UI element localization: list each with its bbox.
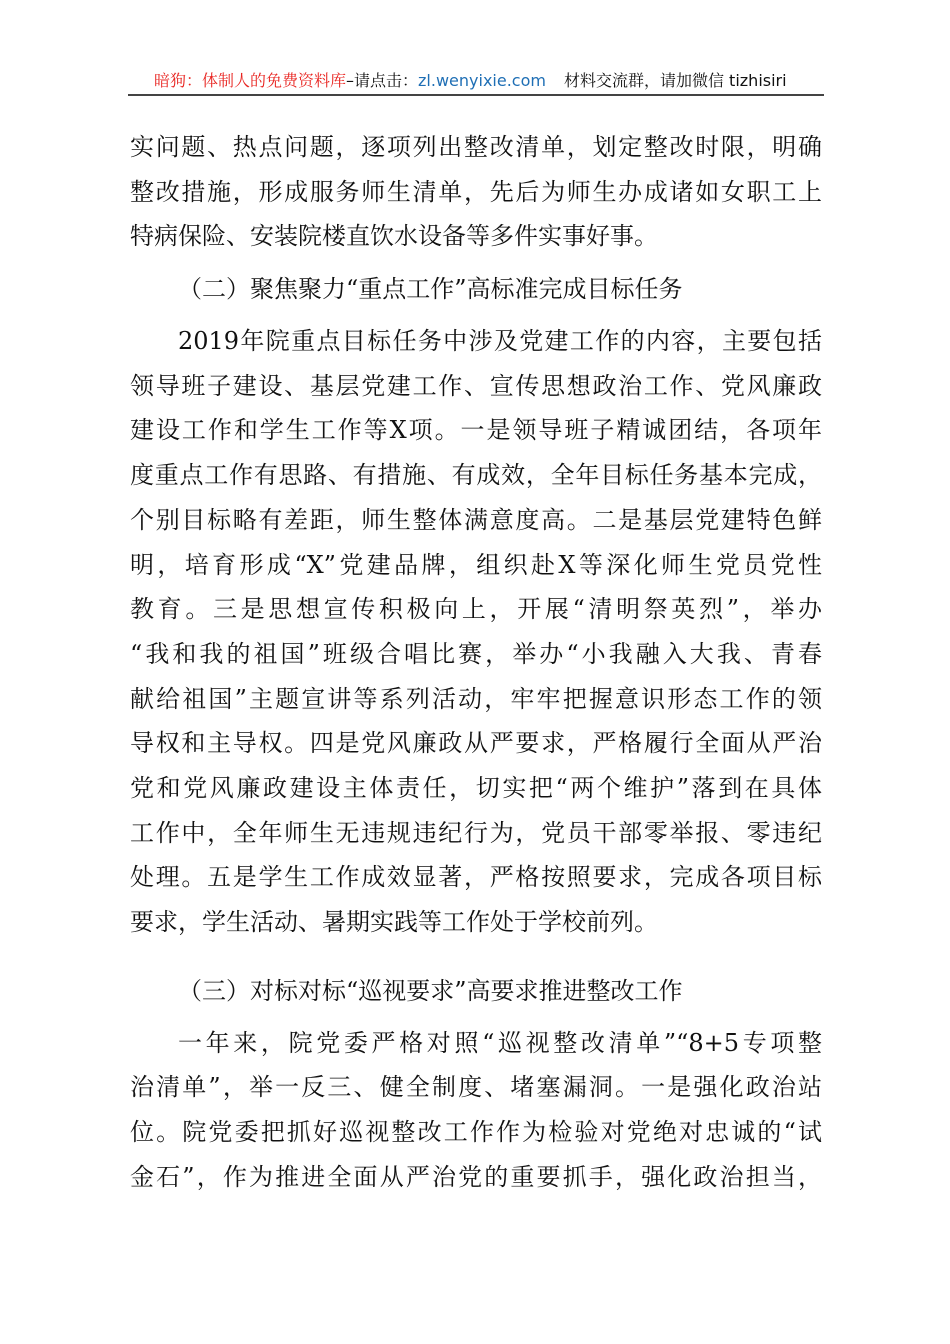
document-body <box>130 125 822 1199</box>
site-label: 暗狗：体制人的免费资料库 <box>154 71 347 90</box>
paragraph-line: 献给祖国”主题宣讲等系列活动，牢牢把握意识形态工作的领 <box>130 684 822 713</box>
paragraph-line: 2019年院重点目标任务中涉及党建工作的内容，主要包括 <box>178 327 822 356</box>
paragraph-line: 教育。三是思想宣传积极向上，开展“清明祭英烈”，举办 <box>130 595 822 624</box>
page-header <box>128 68 824 96</box>
paragraph-line: 要求，学生活动、暑期实践等工作处于学校前列。 <box>130 908 658 936</box>
contact-text: 材料交流群，请加微信 tizhisiri <box>563 71 787 90</box>
paragraph-line: 金石”，作为推进全面从严治党的重要抓手，强化政治担当， <box>130 1162 822 1191</box>
paragraph-line: 实问题、热点问题，逐项列出整改清单，划定整改时限，明确 <box>130 133 822 161</box>
paragraph-line: 导权和主导权。四是党风廉政从严要求，严格履行全面从严治 <box>130 729 822 758</box>
section-heading: （三）对标对标“巡视要求”高要求推进整改工作 <box>178 976 683 1005</box>
paragraph-line: 处理。五是学生工作成效显著，严格按照要求，完成各项目标 <box>130 863 822 892</box>
section-heading: （二）聚焦聚力“重点工作”高标准完成目标任务 <box>178 275 683 304</box>
paragraph-line: 位。院党委把抓好巡视整改工作作为检验对党绝对忠诚的“试 <box>130 1118 822 1147</box>
paragraph-line: 个别目标略有差距，师生整体满意度高。二是基层党建特色鲜 <box>130 505 822 534</box>
paragraph-line: 治清单”，举一反三、健全制度、堵塞漏洞。一是强化政治站 <box>130 1073 822 1102</box>
site-url-link[interactable]: zl.wenyixie.com <box>418 71 546 90</box>
paragraph-line: 整改措施，形成服务师生清单，先后为师生办成诸如女职工上 <box>130 177 822 206</box>
paragraph-line: 明，培育形成“X”党建品牌，组织赴X等深化师生党员党性 <box>130 550 822 579</box>
paragraph-line: 特病保险、安装院楼直饮水设备等多件实事好事。 <box>130 222 658 251</box>
click-label: –请点击： <box>346 71 419 90</box>
paragraph-line: 领导班子建设、基层党建工作、宣传思想政治工作、党风廉政 <box>130 371 822 400</box>
paragraph-line: 一年来，院党委严格对照“巡视整改清单”“8+5专项整 <box>178 1028 822 1057</box>
paragraph-line: “我和我的祖国”班级合唱比赛，举办“小我融入大我、青春 <box>130 639 822 668</box>
paragraph-line: 工作中，全年师生无违规违纪行为，党员干部零举报、零违纪 <box>130 818 822 847</box>
paragraph-line: 建设工作和学生工作等X项。一是领导班子精诚团结，各项年 <box>130 416 822 445</box>
paragraph-line: 党和党风廉政建设主体责任，切实把“两个维护”落到在具体 <box>130 773 822 802</box>
paragraph-line: 度重点工作有思路、有措施、有成效，全年目标任务基本完成， <box>130 461 822 490</box>
